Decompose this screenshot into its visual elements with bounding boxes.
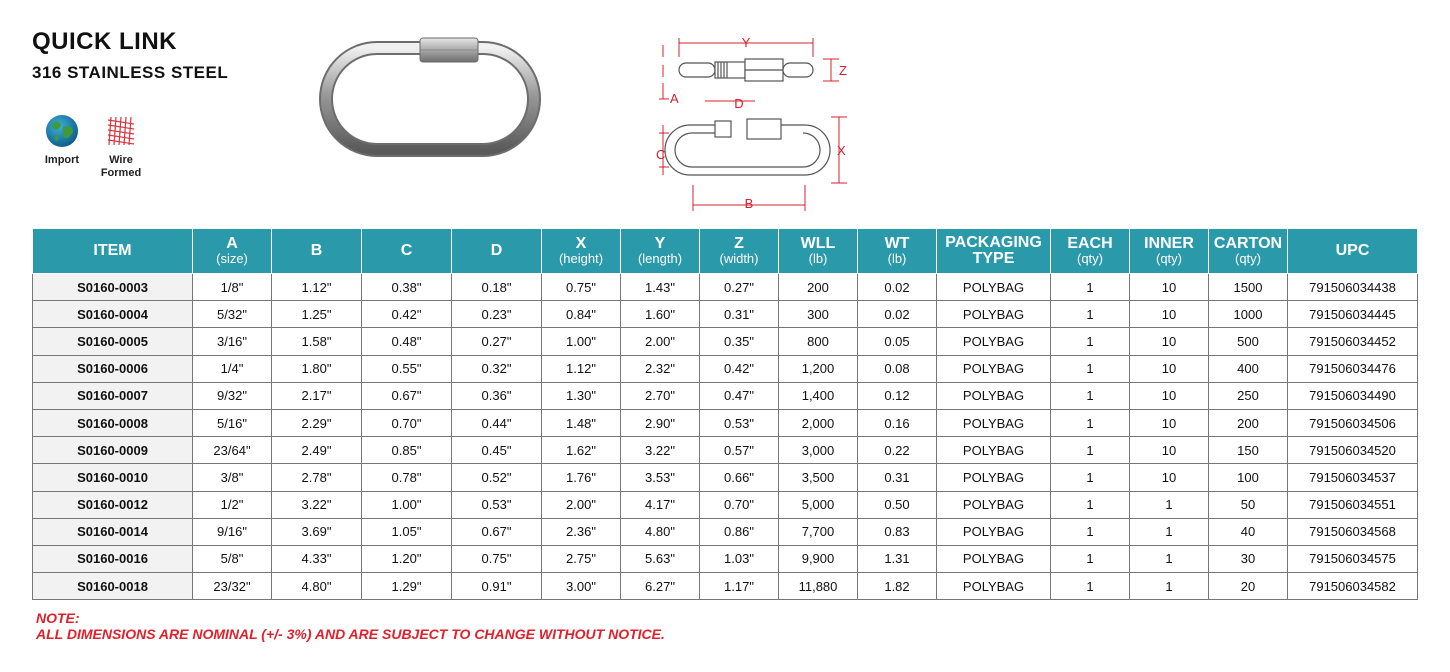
table-cell: 791506034537: [1288, 464, 1418, 491]
table-cell: 2.75": [542, 545, 621, 572]
table-cell: 1.60": [621, 301, 700, 328]
table-cell: 1.82: [858, 573, 937, 600]
table-cell: 1: [1051, 328, 1130, 355]
table-row: [33, 518, 1418, 545]
table-cell: 4.80": [621, 518, 700, 545]
item-number-cell: S0160-0003: [33, 274, 193, 301]
column-header-label: Y: [654, 235, 666, 252]
table-cell: 791506034568: [1288, 518, 1418, 545]
table-cell: 0.32": [452, 355, 542, 382]
table-cell: 791506034452: [1288, 328, 1418, 355]
table-cell: 500: [1209, 328, 1288, 355]
table-cell: POLYBAG: [937, 382, 1051, 409]
table-cell: 2.00": [542, 491, 621, 518]
table-cell: 0.22: [858, 437, 937, 464]
table-cell: 0.02: [858, 274, 937, 301]
page-title: QUICK LINK: [32, 28, 177, 55]
table-cell: 0.12: [858, 382, 937, 409]
table-cell: 1.12": [272, 274, 362, 301]
item-number-cell: S0160-0010: [33, 464, 193, 491]
column-header: [700, 229, 779, 274]
table-row: [33, 382, 1418, 409]
table-row: [33, 409, 1418, 436]
table-cell: 150: [1209, 437, 1288, 464]
column-header-unit: (lb): [808, 251, 828, 266]
item-number-cell: S0160-0016: [33, 545, 193, 572]
table-cell: 1: [1051, 518, 1130, 545]
table-cell: 2.49": [272, 437, 362, 464]
table-cell: 1.43": [621, 274, 700, 301]
column-header-label: A: [226, 235, 238, 252]
table-cell: 2.78": [272, 464, 362, 491]
table-cell: 1.00": [542, 328, 621, 355]
table-cell: 3/8": [193, 464, 272, 491]
column-header-label: PACKAGING TYPE: [945, 234, 1042, 267]
note-heading: NOTE:: [36, 610, 80, 626]
table-cell: POLYBAG: [937, 545, 1051, 572]
table-cell: 0.02: [858, 301, 937, 328]
table-cell: 1: [1051, 545, 1130, 572]
table-cell: 1: [1130, 491, 1209, 518]
table-cell: 3.53": [621, 464, 700, 491]
column-header-label: WLL: [800, 235, 836, 252]
column-header-label: EACH: [1067, 235, 1113, 252]
table-cell: 791506034520: [1288, 437, 1418, 464]
table-cell: 23/64": [193, 437, 272, 464]
table-cell: 1000: [1209, 301, 1288, 328]
table-cell: 9/32": [193, 382, 272, 409]
badge-wire-formed-label: Wire Formed: [100, 154, 142, 179]
column-header: [1288, 229, 1418, 274]
table-header: [33, 229, 1418, 274]
table-cell: POLYBAG: [937, 491, 1051, 518]
table-cell: 1.12": [542, 355, 621, 382]
table-row: [33, 464, 1418, 491]
column-header: [1130, 229, 1209, 274]
table-cell: 0.50: [858, 491, 937, 518]
column-header-unit: (width): [719, 251, 759, 266]
diagram-label-d: D: [734, 96, 744, 111]
table-cell: 5/8": [193, 545, 272, 572]
table-cell: 0.55": [362, 355, 452, 382]
table-cell: 0.85": [362, 437, 452, 464]
table-cell: 0.53": [452, 491, 542, 518]
table-cell: 1: [1051, 437, 1130, 464]
column-header-label: C: [400, 242, 413, 259]
table-cell: 50: [1209, 491, 1288, 518]
dimension-diagram: [655, 35, 855, 215]
diagram-label-y: Y: [741, 35, 751, 50]
table-cell: 0.52": [452, 464, 542, 491]
table-cell: 1.80": [272, 355, 362, 382]
table-cell: 5.63": [621, 545, 700, 572]
table-row: [33, 437, 1418, 464]
table-cell: 0.70": [700, 491, 779, 518]
page-subtitle: 316 STAINLESS STEEL: [32, 63, 229, 82]
table-cell: 300: [779, 301, 858, 328]
column-header: [937, 229, 1051, 274]
table-cell: 0.45": [452, 437, 542, 464]
table-row: [33, 301, 1418, 328]
table-cell: 0.05: [858, 328, 937, 355]
table-cell: 0.86": [700, 518, 779, 545]
table-cell: 1: [1130, 545, 1209, 572]
column-header-unit: (lb): [887, 251, 907, 266]
table-row: [33, 274, 1418, 301]
table-cell: 1,200: [779, 355, 858, 382]
table-cell: POLYBAG: [937, 437, 1051, 464]
table-cell: 3/16": [193, 328, 272, 355]
table-cell: 1/2": [193, 491, 272, 518]
table-cell: 0.47": [700, 382, 779, 409]
wire-mesh-icon: [104, 114, 138, 148]
item-number-cell: S0160-0006: [33, 355, 193, 382]
column-header: [621, 229, 700, 274]
table-cell: 0.67": [362, 382, 452, 409]
table-cell: 791506034490: [1288, 382, 1418, 409]
table-cell: 9,900: [779, 545, 858, 572]
table-cell: POLYBAG: [937, 274, 1051, 301]
table-cell: 0.67": [452, 518, 542, 545]
table-cell: 3.22": [621, 437, 700, 464]
table-cell: 10: [1130, 328, 1209, 355]
table-cell: 10: [1130, 464, 1209, 491]
table-cell: 1: [1051, 464, 1130, 491]
table-cell: 1: [1051, 491, 1130, 518]
table-cell: 791506034575: [1288, 545, 1418, 572]
table-cell: POLYBAG: [937, 328, 1051, 355]
column-header-label: CARTON: [1213, 235, 1283, 252]
table-cell: 0.35": [700, 328, 779, 355]
table-cell: 0.27": [452, 328, 542, 355]
item-number-cell: S0160-0014: [33, 518, 193, 545]
column-header: [193, 229, 272, 274]
column-header-label: INNER: [1144, 235, 1194, 252]
table-cell: 1,400: [779, 382, 858, 409]
table-cell: 0.31": [700, 301, 779, 328]
table-cell: 7,700: [779, 518, 858, 545]
table-cell: 0.66": [700, 464, 779, 491]
table-cell: 2.32": [621, 355, 700, 382]
table-cell: 23/32": [193, 573, 272, 600]
table-cell: 100: [1209, 464, 1288, 491]
table-cell: 1.30": [542, 382, 621, 409]
table-cell: POLYBAG: [937, 355, 1051, 382]
badge-import-label: Import: [44, 154, 80, 166]
table-cell: 0.84": [542, 301, 621, 328]
table-cell: 5/32": [193, 301, 272, 328]
table-cell: 1.76": [542, 464, 621, 491]
column-header-label: D: [490, 242, 503, 259]
column-header-label: WT: [884, 235, 910, 252]
table-cell: 791506034445: [1288, 301, 1418, 328]
table-cell: 400: [1209, 355, 1288, 382]
table-cell: 0.08: [858, 355, 937, 382]
table-cell: 2.00": [621, 328, 700, 355]
table-cell: POLYBAG: [937, 464, 1051, 491]
item-number-cell: S0160-0018: [33, 573, 193, 600]
diagram-label-c: C: [656, 147, 666, 162]
table-cell: 791506034506: [1288, 409, 1418, 436]
column-header: [779, 229, 858, 274]
table-cell: 4.80": [272, 573, 362, 600]
item-number-cell: S0160-0004: [33, 301, 193, 328]
table-cell: 1.05": [362, 518, 452, 545]
column-header-label: B: [310, 242, 323, 259]
table-cell: 0.57": [700, 437, 779, 464]
table-cell: 1.25": [272, 301, 362, 328]
table-cell: 1: [1051, 382, 1130, 409]
table-cell: 2.36": [542, 518, 621, 545]
quick-link-product-image: [316, 34, 546, 164]
table-cell: 3,000: [779, 437, 858, 464]
table-cell: 10: [1130, 301, 1209, 328]
table-cell: POLYBAG: [937, 301, 1051, 328]
column-header: [362, 229, 452, 274]
table-cell: 5/16": [193, 409, 272, 436]
table-cell: 0.91": [452, 573, 542, 600]
table-cell: 1.00": [362, 491, 452, 518]
table-cell: 0.53": [700, 409, 779, 436]
table-cell: 1/4": [193, 355, 272, 382]
diagram-label-b: B: [744, 196, 754, 211]
table-cell: 791506034582: [1288, 573, 1418, 600]
table-cell: 0.78": [362, 464, 452, 491]
table-cell: 10: [1130, 409, 1209, 436]
table-cell: 791506034551: [1288, 491, 1418, 518]
column-header: [1209, 229, 1288, 274]
table-cell: 2.70": [621, 382, 700, 409]
table-cell: 1/8": [193, 274, 272, 301]
table-cell: 0.42": [700, 355, 779, 382]
column-header-unit: (qty): [1156, 251, 1182, 266]
table-cell: 0.36": [452, 382, 542, 409]
table-cell: 791506034476: [1288, 355, 1418, 382]
table-cell: 1: [1130, 573, 1209, 600]
table-cell: 0.18": [452, 274, 542, 301]
table-cell: 1: [1051, 573, 1130, 600]
disclaimer-note: [36, 610, 665, 642]
column-header-unit: (size): [216, 251, 248, 266]
table-cell: 0.48": [362, 328, 452, 355]
column-header: [1051, 229, 1130, 274]
table-cell: 2.29": [272, 409, 362, 436]
table-cell: 3.00": [542, 573, 621, 600]
table-cell: 10: [1130, 274, 1209, 301]
column-header-unit: (qty): [1077, 251, 1103, 266]
table-cell: 0.75": [542, 274, 621, 301]
table-cell: 0.83: [858, 518, 937, 545]
column-header: [272, 229, 362, 274]
table-cell: 10: [1130, 355, 1209, 382]
table-cell: 5,000: [779, 491, 858, 518]
column-header-label: X: [575, 235, 587, 252]
column-header: [858, 229, 937, 274]
table-cell: 9/16": [193, 518, 272, 545]
table-cell: 1500: [1209, 274, 1288, 301]
specifications-table: [32, 228, 1418, 600]
table-cell: 1.62": [542, 437, 621, 464]
table-cell: 1: [1051, 409, 1130, 436]
table-row: [33, 545, 1418, 572]
table-cell: 1.17": [700, 573, 779, 600]
table-cell: 200: [779, 274, 858, 301]
column-header-unit: (length): [637, 251, 683, 266]
table-cell: 0.42": [362, 301, 452, 328]
table-cell: 30: [1209, 545, 1288, 572]
table-cell: 0.31: [858, 464, 937, 491]
column-header: [33, 229, 193, 274]
column-header-label: ITEM: [93, 242, 132, 259]
table-cell: 200: [1209, 409, 1288, 436]
table-cell: POLYBAG: [937, 409, 1051, 436]
table-cell: 10: [1130, 437, 1209, 464]
item-number-cell: S0160-0005: [33, 328, 193, 355]
item-number-cell: S0160-0007: [33, 382, 193, 409]
table-cell: 1: [1051, 274, 1130, 301]
column-header: [542, 229, 621, 274]
table-cell: 3.22": [272, 491, 362, 518]
column-header-unit: (height): [558, 251, 604, 266]
table-cell: 250: [1209, 382, 1288, 409]
table-cell: 3.69": [272, 518, 362, 545]
table-row: [33, 573, 1418, 600]
item-number-cell: S0160-0008: [33, 409, 193, 436]
diagram-label-z: Z: [839, 63, 847, 78]
column-header: [452, 229, 542, 274]
note-text: ALL DIMENSIONS ARE NOMINAL (+/- 3%) AND ARE SUBJECT TO CHANGE WITHOUT NOTICE.: [36, 626, 665, 642]
table-cell: 3,500: [779, 464, 858, 491]
column-header-label: Z: [734, 235, 744, 252]
table-cell: 10: [1130, 382, 1209, 409]
table-cell: 1.31: [858, 545, 937, 572]
table-cell: 0.38": [362, 274, 452, 301]
table-cell: 11,880: [779, 573, 858, 600]
table-cell: 6.27": [621, 573, 700, 600]
table-cell: 0.27": [700, 274, 779, 301]
table-cell: 1: [1051, 355, 1130, 382]
table-cell: 0.75": [452, 545, 542, 572]
table-cell: 1.58": [272, 328, 362, 355]
table-cell: POLYBAG: [937, 518, 1051, 545]
diagram-label-a: A: [670, 91, 679, 106]
table-cell: 0.23": [452, 301, 542, 328]
table-cell: POLYBAG: [937, 573, 1051, 600]
table-row: [33, 491, 1418, 518]
column-header-label: UPC: [1335, 242, 1370, 259]
item-number-cell: S0160-0009: [33, 437, 193, 464]
table-cell: 0.16: [858, 409, 937, 436]
table-cell: 2,000: [779, 409, 858, 436]
column-header-unit: (qty): [1235, 251, 1261, 266]
table-cell: 4.33": [272, 545, 362, 572]
table-cell: 791506034438: [1288, 274, 1418, 301]
table-cell: 20: [1209, 573, 1288, 600]
item-number-cell: S0160-0012: [33, 491, 193, 518]
table-cell: 1.29": [362, 573, 452, 600]
table-row: [33, 328, 1418, 355]
table-cell: 1.20": [362, 545, 452, 572]
badge-wire-formed: [86, 114, 156, 180]
table-row: [33, 355, 1418, 382]
table-cell: 0.70": [362, 409, 452, 436]
globe-icon: [45, 114, 79, 148]
table-cell: 1: [1130, 518, 1209, 545]
table-cell: 1.03": [700, 545, 779, 572]
table-cell: 1.48": [542, 409, 621, 436]
table-cell: 800: [779, 328, 858, 355]
table-cell: 40: [1209, 518, 1288, 545]
table-cell: 1: [1051, 301, 1130, 328]
table-cell: 2.17": [272, 382, 362, 409]
table-cell: 0.44": [452, 409, 542, 436]
table-cell: 4.17": [621, 491, 700, 518]
diagram-label-x: X: [837, 143, 846, 158]
table-cell: 2.90": [621, 409, 700, 436]
table-body: [33, 274, 1418, 600]
